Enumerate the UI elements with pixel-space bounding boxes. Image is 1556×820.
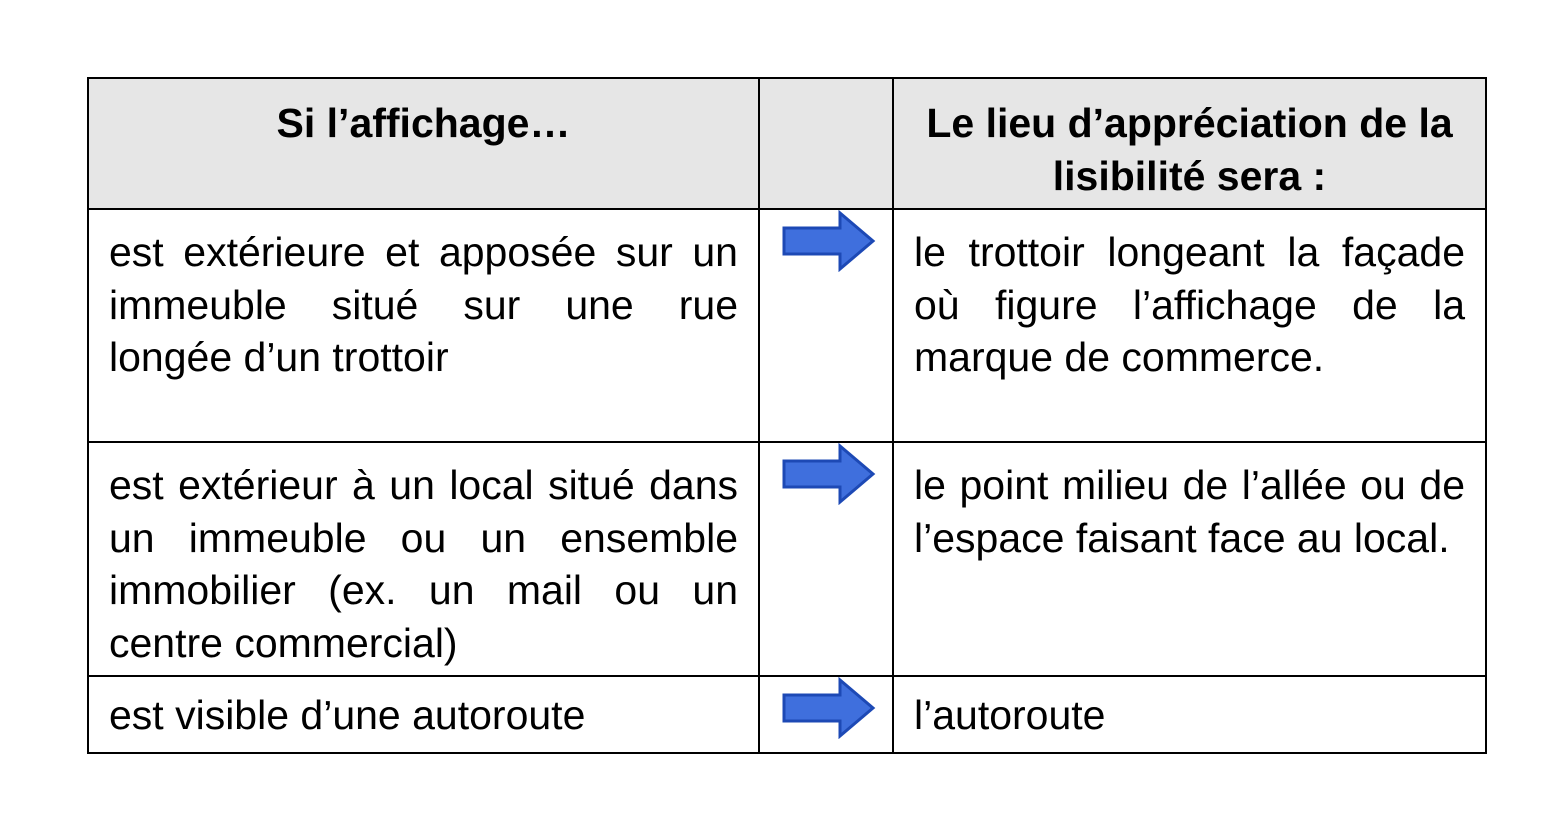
place-cell xyxy=(893,676,1486,753)
condition-text: est extérieure et apposée sur un immeuble situé sur une rue longée d’un trottoir xyxy=(109,229,738,380)
arrow-cell xyxy=(759,676,893,753)
table-row xyxy=(88,442,1486,676)
table-row xyxy=(88,209,1486,442)
legibility-table xyxy=(87,77,1487,754)
condition-cell xyxy=(88,209,759,442)
table-header-row xyxy=(88,78,1486,209)
place-cell xyxy=(893,442,1486,676)
arrow-cell xyxy=(759,209,893,442)
condition-text: est visible d’une autoroute xyxy=(109,692,586,738)
condition-cell xyxy=(88,442,759,676)
condition-cell xyxy=(88,676,759,753)
place-text: le trottoir longeant la façade où figure l’affichage de la marque de commerce. xyxy=(914,229,1465,380)
right-arrow-icon xyxy=(782,677,876,739)
header-condition: Si l’affichage… xyxy=(88,78,759,209)
arrow-cell xyxy=(759,442,893,676)
condition-text: est extérieur à un local situé dans un immeuble ou un ensemble immobilier (ex. un mail ou un centre commercial) xyxy=(109,462,738,666)
place-text: le point milieu de l’allée ou de l’espace faisant face au local. xyxy=(914,462,1465,561)
place-cell xyxy=(893,209,1486,442)
right-arrow-icon xyxy=(782,443,876,505)
right-arrow-icon xyxy=(782,210,876,272)
header-arrow-column xyxy=(759,78,893,209)
place-text: l’autoroute xyxy=(914,692,1106,738)
table-row xyxy=(88,676,1486,753)
header-place: Le lieu d’appréciation de la lisibilité sera : xyxy=(893,78,1486,209)
